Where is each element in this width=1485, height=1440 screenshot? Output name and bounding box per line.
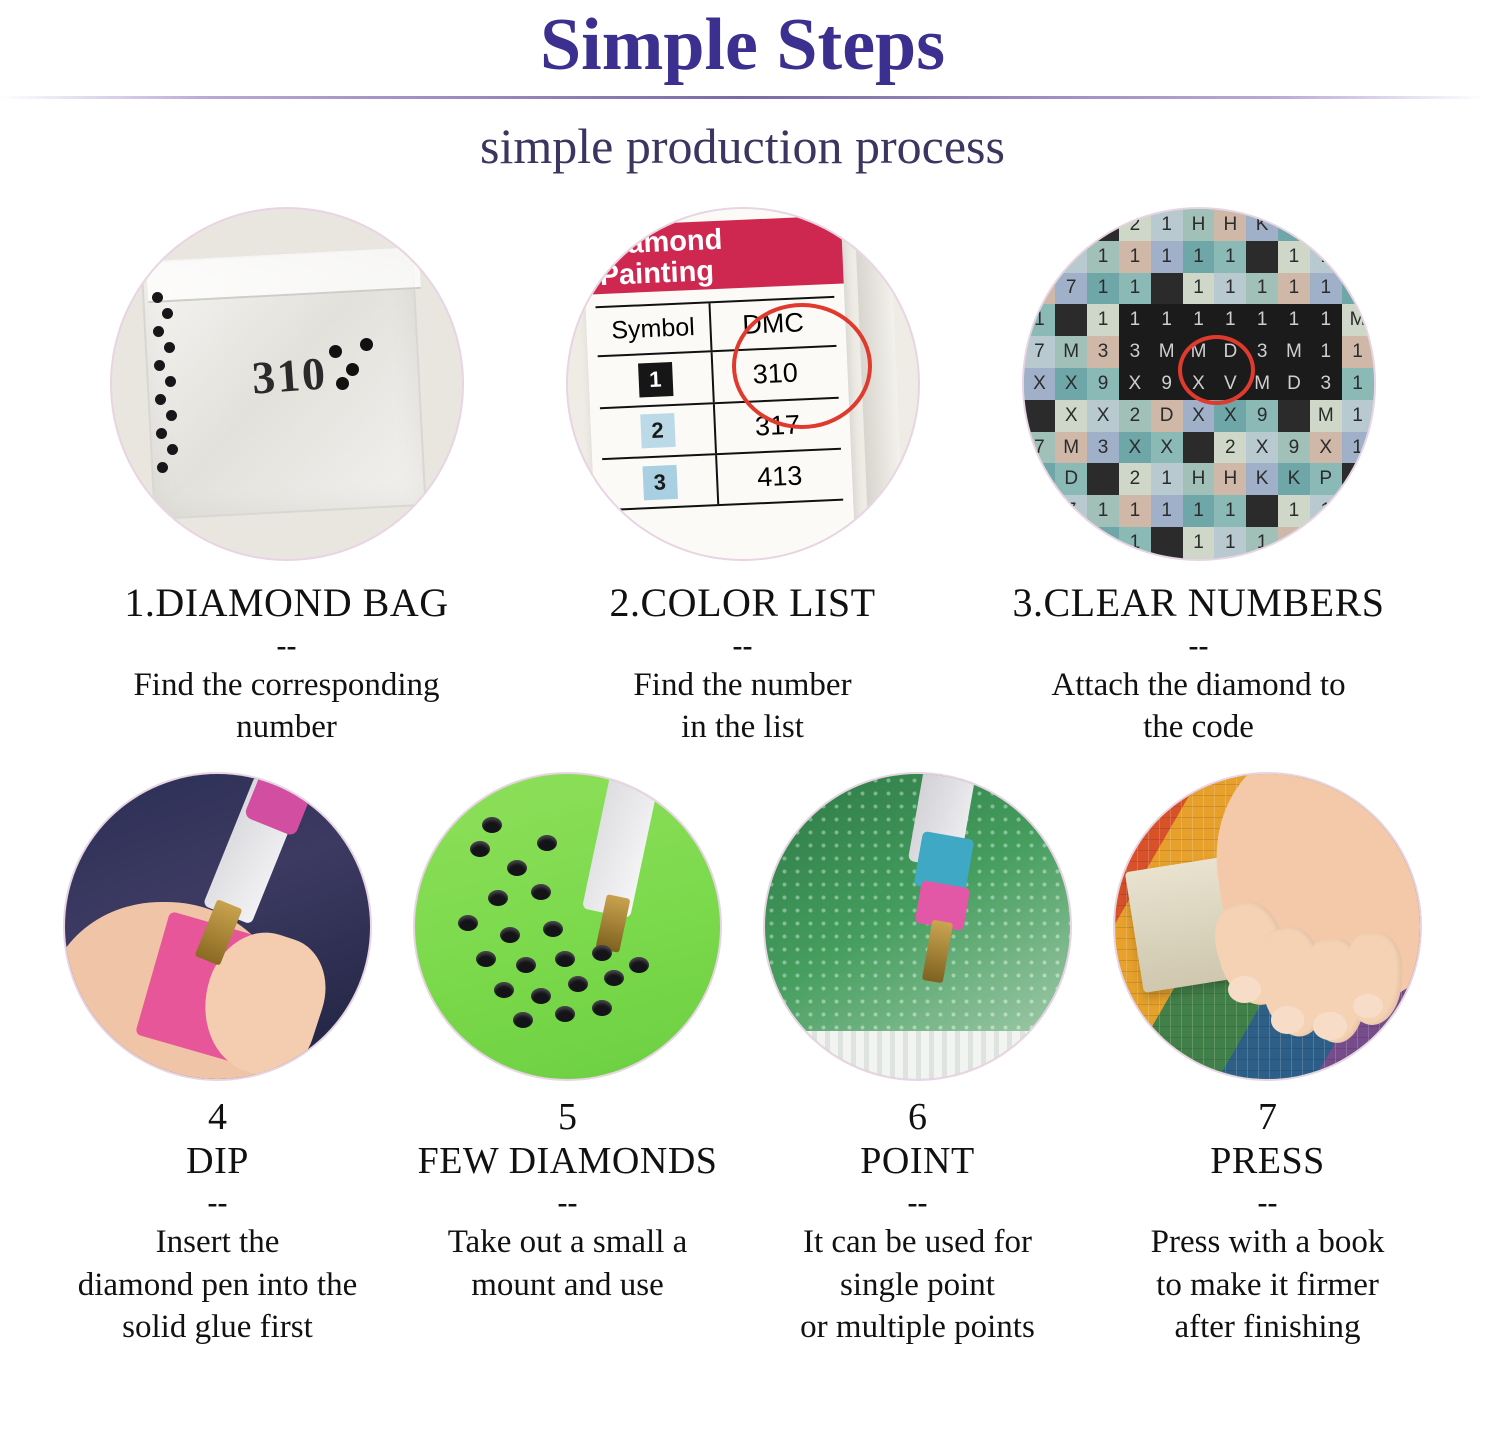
step-7-number: 7 xyxy=(1258,1096,1277,1139)
grid-cell: 1 xyxy=(1310,495,1342,527)
grid-cell: P xyxy=(1310,209,1342,241)
step-7-title: PRESS xyxy=(1210,1140,1325,1183)
grid-cell: 3 xyxy=(1310,368,1342,400)
grid-cell: 1 xyxy=(1342,241,1374,273)
color-list-row xyxy=(602,450,842,512)
step-6-dashes: -- xyxy=(907,1186,928,1220)
grid-cell: 1 xyxy=(1278,273,1310,305)
grid-cell: P xyxy=(1310,463,1342,495)
grid-cell: X xyxy=(1214,400,1246,432)
step-2-title: 2.COLOR LIST xyxy=(609,579,876,625)
grid-cell: K xyxy=(1246,463,1278,495)
grid-cell: 2 xyxy=(1214,432,1246,464)
step-4-title: DIP xyxy=(186,1140,249,1183)
grid-cell: X xyxy=(1119,368,1151,400)
grid-cell: 1 xyxy=(1278,527,1310,559)
point-photo xyxy=(765,774,1070,1079)
steps-row-top xyxy=(0,209,1485,748)
grid-cell: H xyxy=(1183,209,1215,241)
grid-cell: X xyxy=(1183,400,1215,432)
grid-cell: P xyxy=(1087,209,1119,241)
step-7-desc: Press with a book to make it firmer after finishing xyxy=(1150,1224,1385,1345)
grid-cell: 1 xyxy=(1055,304,1087,336)
symbol-2: 2 xyxy=(639,413,674,448)
grid-cell: 1 xyxy=(1087,495,1119,527)
grid-cell: 1 xyxy=(1183,304,1215,336)
grid-cell: 1 xyxy=(1087,527,1119,559)
grid-cell: 3 xyxy=(1342,463,1374,495)
grid-cell: 1 xyxy=(1119,304,1151,336)
grid-cell: 1 xyxy=(1278,241,1310,273)
step-1-title: 1.DIAMOND BAG xyxy=(124,579,449,625)
grid-cell: 1 xyxy=(1151,209,1183,241)
grid-cell: K xyxy=(1246,209,1278,241)
grid-cell: 2 xyxy=(1119,400,1151,432)
grid-cell: D xyxy=(1183,432,1215,464)
step-4-dashes: -- xyxy=(207,1186,228,1220)
step-card-7 xyxy=(1098,774,1438,1348)
grid-cell: 7 xyxy=(1024,273,1056,305)
step-2-dashes: -- xyxy=(732,628,753,662)
step-5-desc: Take out a small a mount and use xyxy=(447,1224,688,1303)
step-5-dashes: -- xyxy=(557,1186,578,1220)
grid-cell: 1 xyxy=(1119,527,1151,559)
color-list-header-line2: Painting xyxy=(598,254,715,292)
grid-cell: 2 xyxy=(1119,209,1151,241)
grid-cell: M xyxy=(1342,304,1374,336)
grid-cell: 3 xyxy=(1246,336,1278,368)
symbol-1: 1 xyxy=(637,362,672,397)
step-card-6 xyxy=(748,774,1088,1348)
grid-cell: 7 xyxy=(1024,527,1056,559)
grid-cell: 2 xyxy=(1119,463,1151,495)
grid-cell: M xyxy=(1278,336,1310,368)
page-subtitle: simple production process xyxy=(480,117,1005,174)
grid-cell: 1 xyxy=(1278,304,1310,336)
grid-cell: H xyxy=(1183,463,1215,495)
grid-cell: X xyxy=(1024,400,1056,432)
grid-cell: X xyxy=(1246,432,1278,464)
grid-cell: 9 xyxy=(1087,368,1119,400)
grid-cell: 1 xyxy=(1214,273,1246,305)
step-3-desc: Attach the diamond to the code xyxy=(1051,666,1346,746)
step-card-4 xyxy=(48,774,388,1348)
grid-cell: D xyxy=(1214,336,1246,368)
grid-cell: X xyxy=(1087,400,1119,432)
grid-cell: 1 xyxy=(1151,527,1183,559)
step-1-dashes: -- xyxy=(276,628,297,662)
grid-cell: X xyxy=(1024,368,1056,400)
grid-cell: X xyxy=(1055,368,1087,400)
step-card-1 xyxy=(72,209,502,748)
grid-cell: 1 xyxy=(1342,273,1374,305)
grid-cell: 9 xyxy=(1151,368,1183,400)
grid-cell: X xyxy=(1278,400,1310,432)
grid-cell: K xyxy=(1278,463,1310,495)
grid-cell: C xyxy=(1024,463,1056,495)
grid-cell: 1 xyxy=(1151,495,1183,527)
grid-cell: 1 xyxy=(1119,273,1151,305)
step-4-number: 4 xyxy=(208,1096,227,1139)
grid-cell: 1 xyxy=(1246,241,1278,273)
grid-cell: 1 xyxy=(1342,400,1374,432)
grid-cell: K xyxy=(1278,209,1310,241)
grid-cell: 1 xyxy=(1151,241,1183,273)
grid-cell: D xyxy=(1055,209,1087,241)
grid-cell: 1 xyxy=(1119,241,1151,273)
grid-cell: 1 xyxy=(1310,273,1342,305)
grid-cell: H xyxy=(1214,209,1246,241)
grid-cell: 1 xyxy=(1183,273,1215,305)
grid-cell: 1 xyxy=(1151,463,1183,495)
step-card-2 xyxy=(528,209,958,748)
clear-numbers-photo xyxy=(1024,209,1374,559)
grid-cell: P xyxy=(1087,463,1119,495)
step-5-number: 5 xyxy=(558,1096,577,1139)
grid-cell: 1 xyxy=(1342,336,1374,368)
grid-cell: 1 xyxy=(1310,336,1342,368)
grid-cell: X xyxy=(1151,432,1183,464)
grid-cell: C xyxy=(1024,209,1056,241)
grid-cell: 1 xyxy=(1246,495,1278,527)
grid-cell: 1 xyxy=(1342,495,1374,527)
grid-cell: 3 xyxy=(1119,336,1151,368)
grid-cell: X xyxy=(1183,368,1215,400)
step-3-dashes: -- xyxy=(1188,628,1209,662)
steps-row-bottom xyxy=(0,774,1485,1348)
grid-cell: 1 xyxy=(1246,273,1278,305)
grid-cell: 1 xyxy=(1310,527,1342,559)
grid-cell: V xyxy=(1214,368,1246,400)
few-diamonds-photo xyxy=(415,774,720,1079)
grid-cell: M xyxy=(1183,336,1215,368)
step-2-desc: Find the number in the list xyxy=(633,666,852,746)
grid-cell: M xyxy=(1151,336,1183,368)
grid-cell: X xyxy=(1119,432,1151,464)
grid-cell: D xyxy=(1055,463,1087,495)
grid-cell: 9 xyxy=(1246,400,1278,432)
symbol-3: 3 xyxy=(642,465,677,500)
grid-cell: 1 xyxy=(1087,304,1119,336)
grid-cell: 1 xyxy=(1246,527,1278,559)
highlight-circle-annotation xyxy=(732,303,872,429)
bag-label-text: 310 xyxy=(249,347,329,404)
grid-cell: 1 xyxy=(1342,432,1374,464)
grid-cell: 7 xyxy=(1055,273,1087,305)
grid-cell: M xyxy=(1055,432,1087,464)
header-divider xyxy=(0,96,1485,99)
grid-cell: D xyxy=(1151,400,1183,432)
grid-cell: 7 xyxy=(1024,336,1056,368)
grid-cell: 1 xyxy=(1183,527,1215,559)
color-list-header-text xyxy=(597,220,827,291)
step-3-title: 3.CLEAR NUMBERS xyxy=(1012,579,1385,625)
press-photo xyxy=(1115,774,1420,1079)
diamond-bag-photo xyxy=(112,209,462,559)
step-1-desc: Find the corresponding number xyxy=(133,666,440,746)
grid-cell: X xyxy=(1055,400,1087,432)
color-list-header-line1: Diamond xyxy=(597,223,723,262)
step-card-5 xyxy=(398,774,738,1305)
step-card-3 xyxy=(984,209,1414,748)
dip-photo xyxy=(65,774,370,1079)
step-6-title: POINT xyxy=(860,1140,975,1183)
grid-cell: 1 xyxy=(1151,304,1183,336)
grid-cell: 1 xyxy=(1214,304,1246,336)
grid-cell: 3 xyxy=(1342,209,1374,241)
col-header-symbol: Symbol xyxy=(595,303,711,355)
grid-cell: 3 xyxy=(1087,432,1119,464)
grid-cell: 1 xyxy=(1310,304,1342,336)
grid-cell: 7 xyxy=(1024,241,1056,273)
grid-cell: 1 xyxy=(1342,527,1374,559)
grid-cell: X xyxy=(1310,432,1342,464)
step-5-title: FEW DIAMONDS xyxy=(417,1140,718,1183)
grid-cell: M xyxy=(1310,400,1342,432)
step-6-number: 6 xyxy=(908,1096,927,1139)
grid-cell: 7 xyxy=(1024,495,1056,527)
highlight-circle-annotation xyxy=(1178,335,1255,405)
grid-cell: 1 xyxy=(1310,241,1342,273)
dmc-1: 310 xyxy=(751,357,798,390)
dmc-2: 317 xyxy=(753,409,801,442)
step-4-desc: Insert the diamond pen into the solid glue first xyxy=(77,1224,358,1345)
grid-cell: 1 xyxy=(1342,368,1374,400)
grid-cell: 7 xyxy=(1055,495,1087,527)
grid-cell: 1 xyxy=(1246,304,1278,336)
grid-cell: 1 xyxy=(1087,273,1119,305)
dmc-3: 413 xyxy=(756,460,803,493)
grid-cell: 3 xyxy=(1087,336,1119,368)
grid-cell: 1 xyxy=(1183,495,1215,527)
grid-cell: 9 xyxy=(1278,432,1310,464)
grid-cell: 1 xyxy=(1278,495,1310,527)
grid-cell: M xyxy=(1246,368,1278,400)
grid-cell: 1 xyxy=(1214,241,1246,273)
grid-cell: 1 xyxy=(1087,241,1119,273)
grid-cell: M xyxy=(1055,336,1087,368)
grid-cell: 1 xyxy=(1214,527,1246,559)
grid-cell: 7 xyxy=(1024,432,1056,464)
grid-cell: 1 xyxy=(1183,241,1215,273)
step-6-desc: It can be used for single point or multiple points xyxy=(800,1224,1035,1345)
grid-cell: 7 xyxy=(1055,241,1087,273)
grid-cell: 1 xyxy=(1214,495,1246,527)
grid-cell: 1 xyxy=(1151,273,1183,305)
grid-cell: 7 xyxy=(1055,527,1087,559)
step-7-dashes: -- xyxy=(1257,1186,1278,1220)
grid-cell: H xyxy=(1214,463,1246,495)
page-title: Simple Steps xyxy=(539,4,945,86)
color-list-photo xyxy=(568,209,918,559)
grid-cell: 1 xyxy=(1119,495,1151,527)
grid-cell: 1 xyxy=(1024,304,1056,336)
grid-cell: D xyxy=(1278,368,1310,400)
col-header-dmc: DMC xyxy=(741,307,804,340)
